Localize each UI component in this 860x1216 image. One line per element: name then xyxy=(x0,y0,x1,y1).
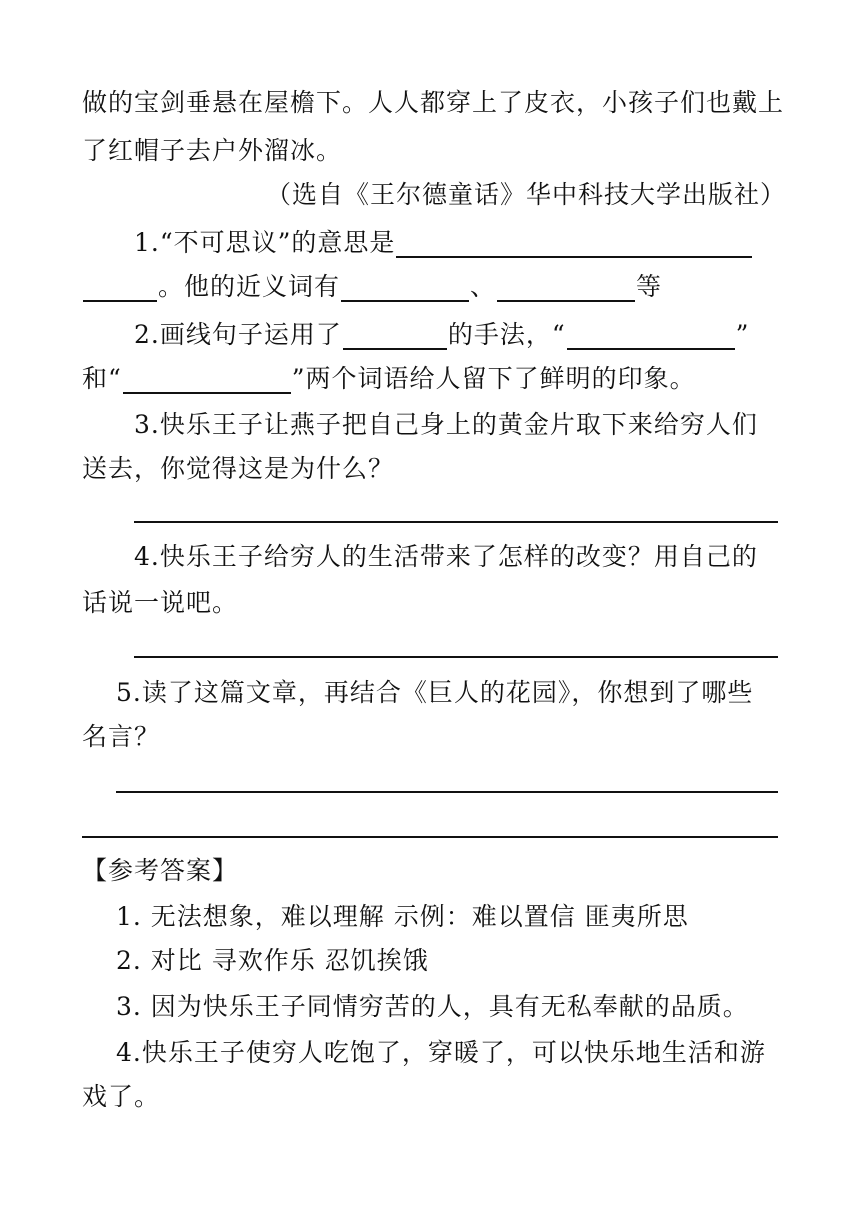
answer-blank[interactable] xyxy=(123,366,291,394)
answer-3: 3. 因为快乐王子同情穷苦的人，具有无私奉献的品质。 xyxy=(116,992,749,1021)
question-1-text: 。他的近义词有 xyxy=(158,272,341,301)
answer-blank[interactable] xyxy=(567,322,735,350)
answer-line[interactable] xyxy=(116,791,778,793)
question-2-line-1 xyxy=(134,320,749,350)
question-3-line-1: 3.快乐王子让燕子把自己身上的黄金片取下来给穷人们 xyxy=(134,410,758,439)
question-1-text: 、 xyxy=(470,272,497,301)
question-2-text: 的手法，“ xyxy=(447,320,566,349)
answer-blank[interactable] xyxy=(396,230,752,258)
passage-line-2: 了红帽子去户外溜冰。 xyxy=(82,136,343,165)
answer-line[interactable] xyxy=(134,656,778,658)
question-3-line-2: 送去，你觉得这是为什么？ xyxy=(82,454,395,483)
answer-blank[interactable] xyxy=(341,274,469,302)
question-4-line-2: 话说一说吧。 xyxy=(82,588,239,617)
answer-4-line-2: 戏了。 xyxy=(82,1082,161,1111)
question-1-line-2 xyxy=(82,272,662,302)
question-1-line-1 xyxy=(134,228,753,258)
question-1-text: 1.“不可思议”的意思是 xyxy=(134,228,396,257)
question-4-line-1: 4.快乐王子给穷人的生活带来了怎样的改变？用自己的 xyxy=(134,542,758,571)
answer-line[interactable] xyxy=(82,836,778,838)
question-2-text: 和“ xyxy=(82,364,122,393)
passage-line-1: 做的宝剑垂悬在屋檐下。人人都穿上了皮衣，小孩子们也戴上 xyxy=(82,88,785,117)
answer-2: 2. 对比 寻欢作乐 忍饥挨饿 xyxy=(116,946,429,975)
answers-heading: 【参考答案】 xyxy=(82,856,239,885)
question-5-line-2: 名言？ xyxy=(82,722,161,751)
answer-blank[interactable] xyxy=(83,274,157,302)
answer-blank[interactable] xyxy=(343,322,447,350)
question-2-text: ”两个词语给人留下了鲜明的印象。 xyxy=(291,364,696,393)
passage-source: （选自《王尔德童话》华中科技大学出版社） xyxy=(266,180,787,209)
answer-line[interactable] xyxy=(134,521,778,523)
question-2-text: ” xyxy=(735,320,750,349)
question-2-line-2 xyxy=(82,364,696,394)
answer-1: 1. 无法想象，难以理解 示例：难以置信 匪夷所思 xyxy=(116,902,689,931)
question-5-line-1: 5.读了这篇文章，再结合《巨人的花园》，你想到了哪些 xyxy=(116,678,754,707)
answer-4-line-1: 4.快乐王子使穷人吃饱了，穿暖了，可以快乐地生活和游 xyxy=(116,1038,766,1067)
question-2-text: 2.画线句子运用了 xyxy=(134,320,342,349)
question-1-text: 等 xyxy=(636,272,663,301)
answer-blank[interactable] xyxy=(497,274,635,302)
